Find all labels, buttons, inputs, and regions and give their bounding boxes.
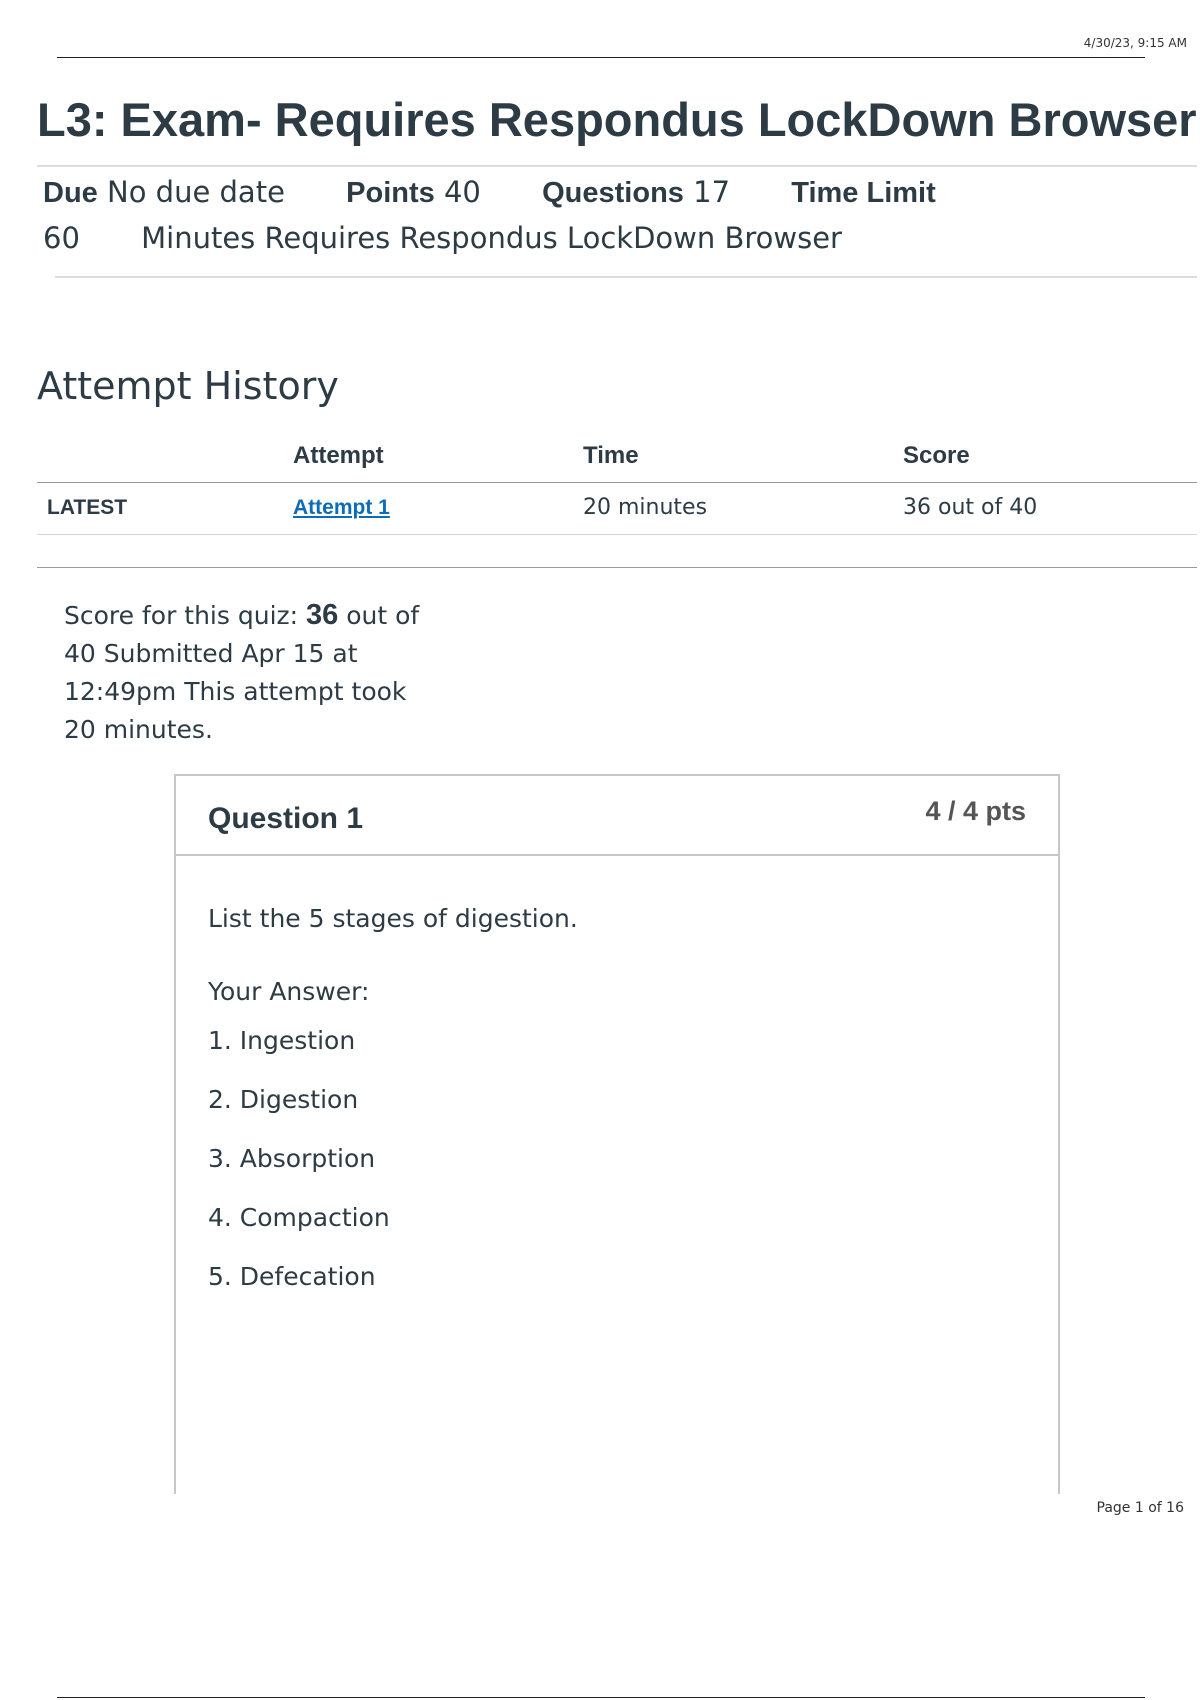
list-item: 2. Digestion	[208, 1085, 359, 1114]
time-limit-value: 60	[43, 221, 80, 255]
time-cell: 20 minutes	[573, 483, 893, 535]
column-header-label	[37, 432, 283, 483]
question-card	[174, 774, 1060, 1494]
header-rule	[57, 57, 1145, 58]
question-body	[176, 904, 1058, 1292]
questions-info	[542, 175, 730, 209]
list-item: 5. Defecation	[208, 1262, 376, 1291]
your-answer-label: Your Answer:	[208, 977, 370, 1006]
column-header-time: Time	[573, 432, 893, 483]
list-item: 1. Ingestion	[208, 1026, 356, 1055]
time-limit-suffix: Minutes Requires Respondus LockDown Browser	[141, 221, 842, 255]
score-prefix: Score for this quiz:	[64, 601, 299, 630]
page-title: L3: Exam- Requires Respondus LockDown Browser	[37, 93, 1197, 146]
column-header-attempt: Attempt	[283, 432, 573, 483]
footer-rule	[57, 1697, 1145, 1698]
attempt-history-title: Attempt History	[37, 364, 339, 408]
time-limit-label: Time Limit	[791, 177, 936, 209]
question-header	[176, 776, 1058, 856]
due-value: No due date	[107, 175, 285, 209]
score-details: out of 40 Submitted Apr 15 at 12:49pm This attempt took 20 minutes.	[64, 601, 420, 744]
question-text: List the 5 stages of digestion.	[208, 904, 578, 933]
score-value: 36	[306, 599, 339, 631]
list-item: 4. Compaction	[208, 1203, 390, 1232]
questions-value: 17	[693, 175, 731, 209]
section-divider	[37, 567, 1197, 568]
answer-list	[208, 1026, 1026, 1292]
points-label: Points	[346, 177, 435, 209]
attempt-history-table	[37, 432, 1197, 535]
column-header-score: Score	[893, 432, 1197, 483]
points-value: 40	[443, 175, 481, 209]
questions-label: Questions	[542, 177, 684, 209]
title-divider	[37, 165, 1197, 167]
latest-badge: LATEST	[37, 483, 283, 535]
table-row	[37, 483, 1197, 535]
due-label: Due	[43, 177, 98, 209]
details-divider	[55, 276, 1197, 278]
table-header-row	[37, 432, 1197, 483]
attempt-link[interactable]: Attempt 1	[293, 496, 390, 519]
score-cell: 36 out of 40	[893, 483, 1197, 535]
attempt-cell	[283, 483, 573, 535]
page-number: Page 1 of 16	[1096, 1500, 1184, 1516]
list-item: 3. Absorption	[208, 1144, 376, 1173]
question-title: Question 1	[208, 802, 364, 835]
print-timestamp: 4/30/23, 9:15 AM	[1083, 36, 1187, 50]
due-info	[43, 175, 285, 209]
quiz-details	[43, 170, 1003, 261]
score-summary	[64, 596, 434, 749]
points-info	[346, 175, 481, 209]
question-points: 4 / 4 pts	[925, 796, 1026, 826]
